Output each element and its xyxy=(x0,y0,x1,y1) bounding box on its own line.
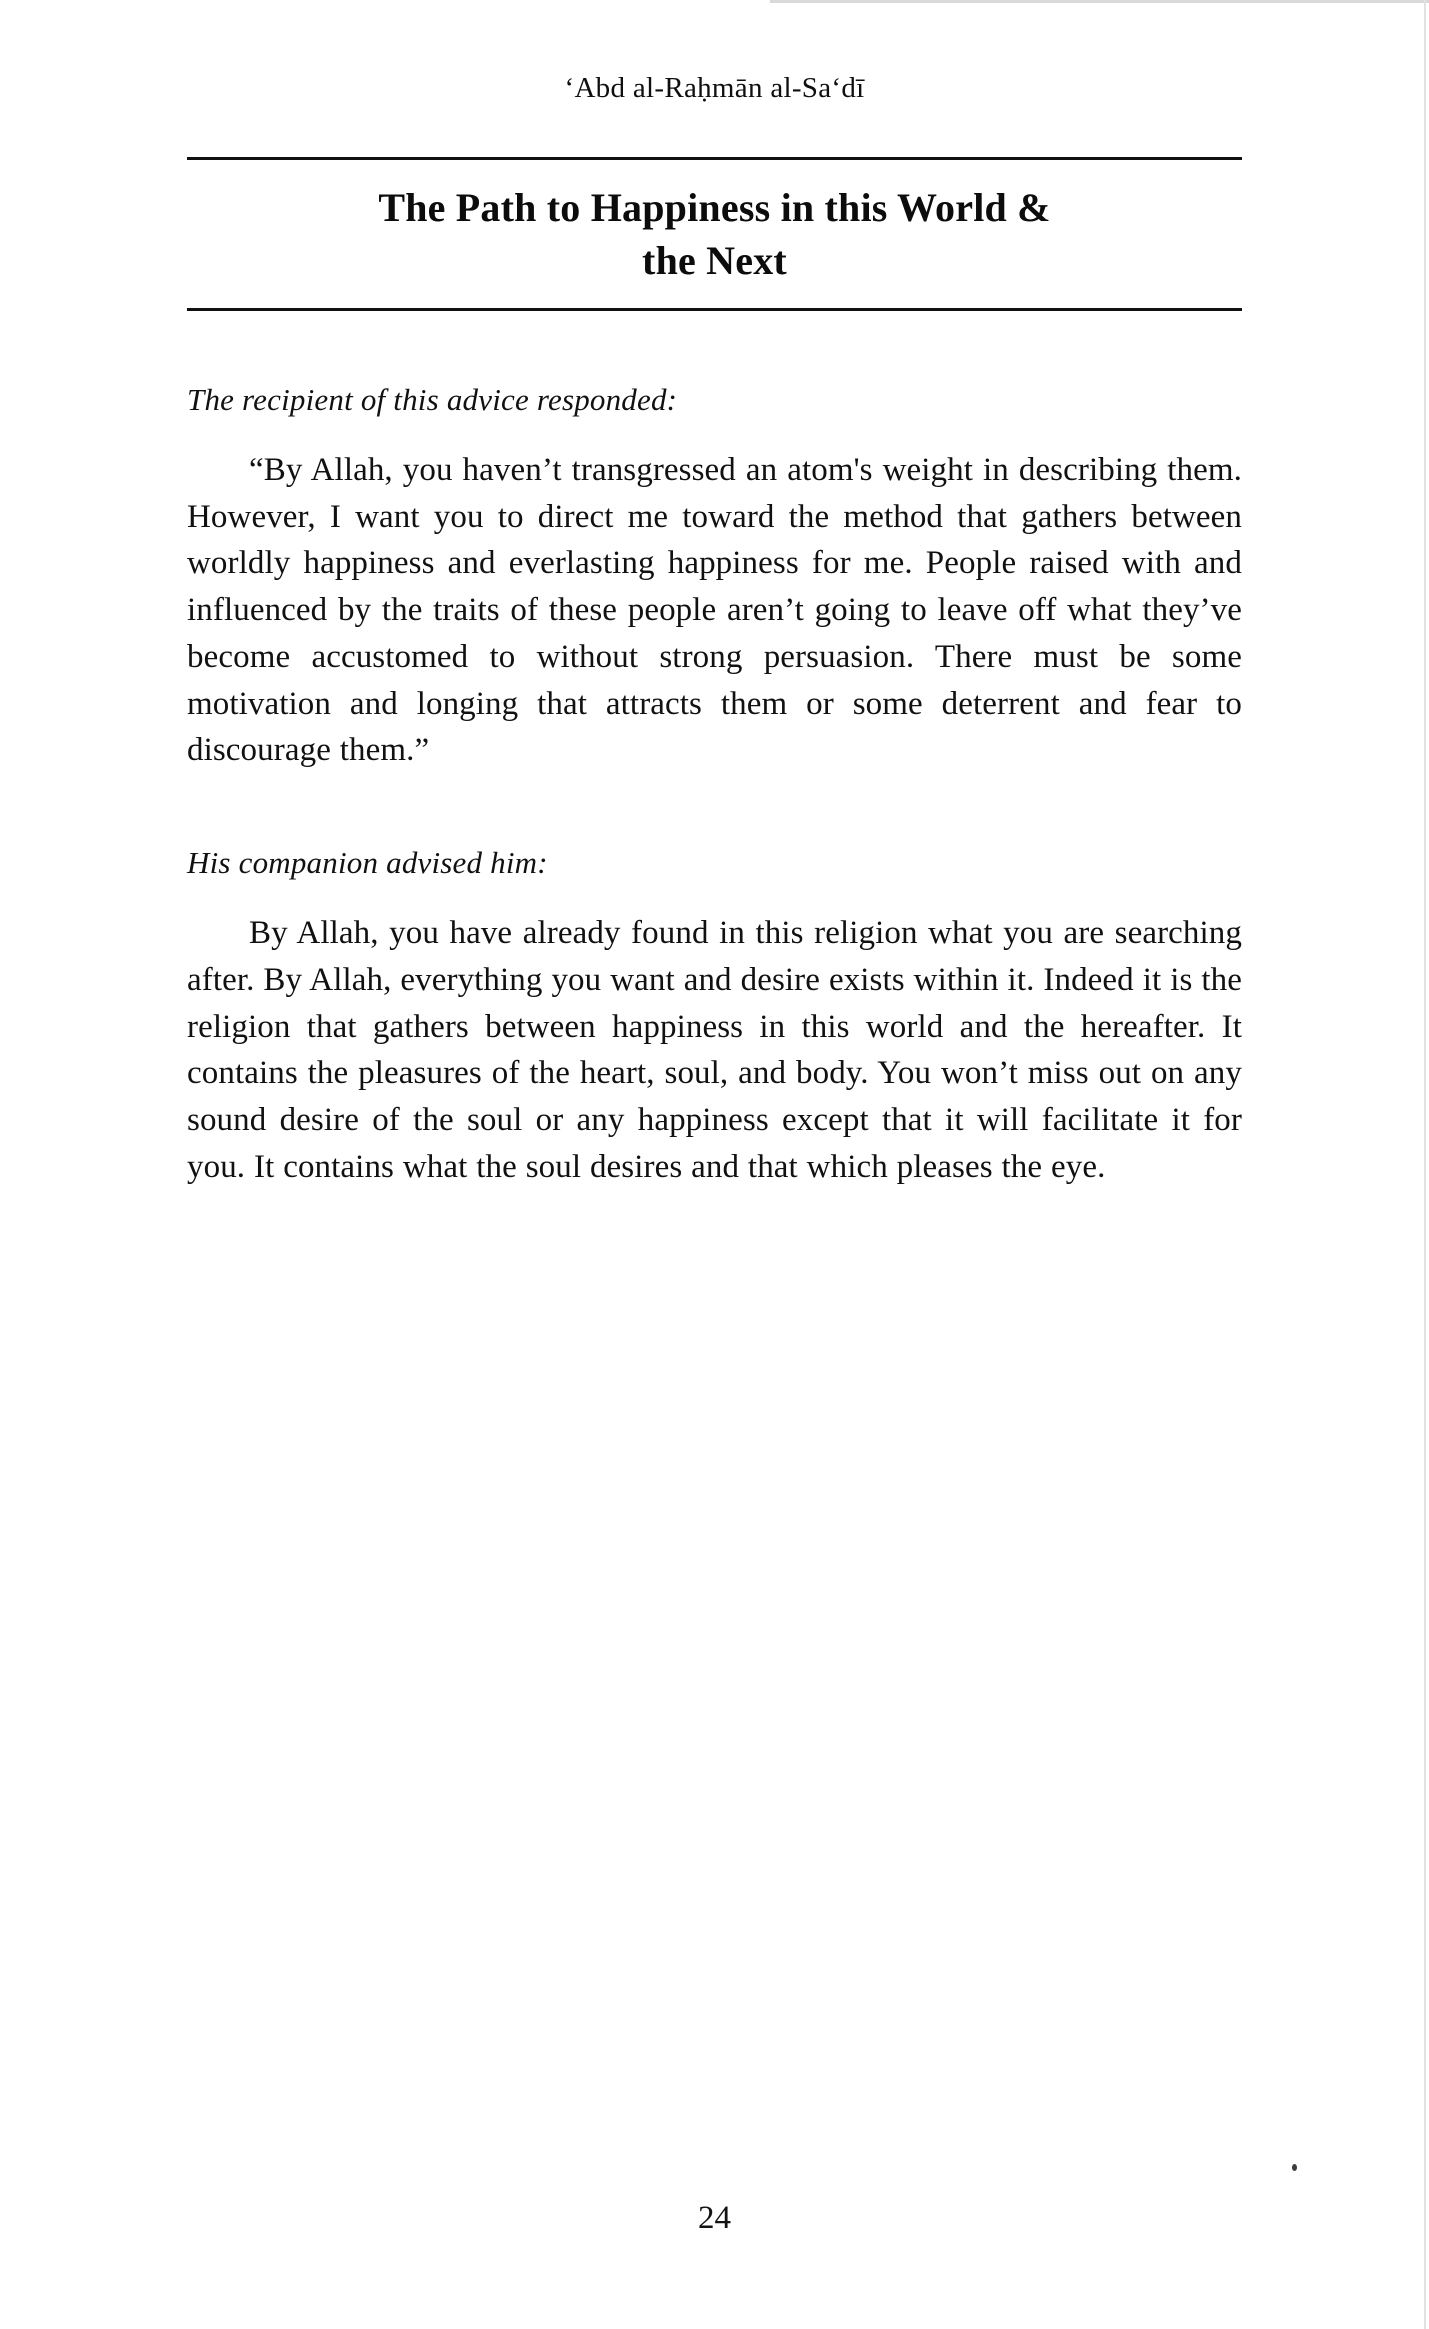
page-title-line-1: The Path to Happiness in this World & xyxy=(378,185,1051,230)
chapter-title-block xyxy=(187,157,1242,311)
page-title-line-2: the Next xyxy=(642,237,787,283)
page-number: 24 xyxy=(698,2200,731,2236)
running-head: ‘Abd al-Raḥmān al-Sa‘dī xyxy=(564,72,865,104)
speaker-attribution-recipient: The recipient of this advice responded: xyxy=(187,381,678,417)
speaker-attribution-companion: His companion advised him: xyxy=(187,844,548,880)
scan-speck xyxy=(1292,2164,1297,2171)
body-text xyxy=(187,311,1242,1191)
paragraph-spacer xyxy=(187,774,1242,820)
paragraph-companion-advice: By Allah, you have already found in this religion what you are searching after. By Allah, everything you want and desire exists within it. Indeed it is the religion that gathers between happiness in this world and the hereafter. It contains the pleasures of the heart, soul, and body. You won’t miss out on any sound desire of the soul or any happiness except that it will facilitate it for you. It contains what the soul desires and that which pleases the eye. xyxy=(187,915,1242,1185)
paragraph-recipient-response: “By Allah, you haven’t transgressed an atom's weight in describing them. However, I want you to direct me toward the method that gathers between worldly happiness and everlasting happiness for me. People raised with and influenced by the traits of these people aren’t going to leave off what they’ve become accustomed to without strong persuasion. There must be some motivation and longing that attracts them or some deterrent and fear to discourage them.” xyxy=(187,452,1242,769)
